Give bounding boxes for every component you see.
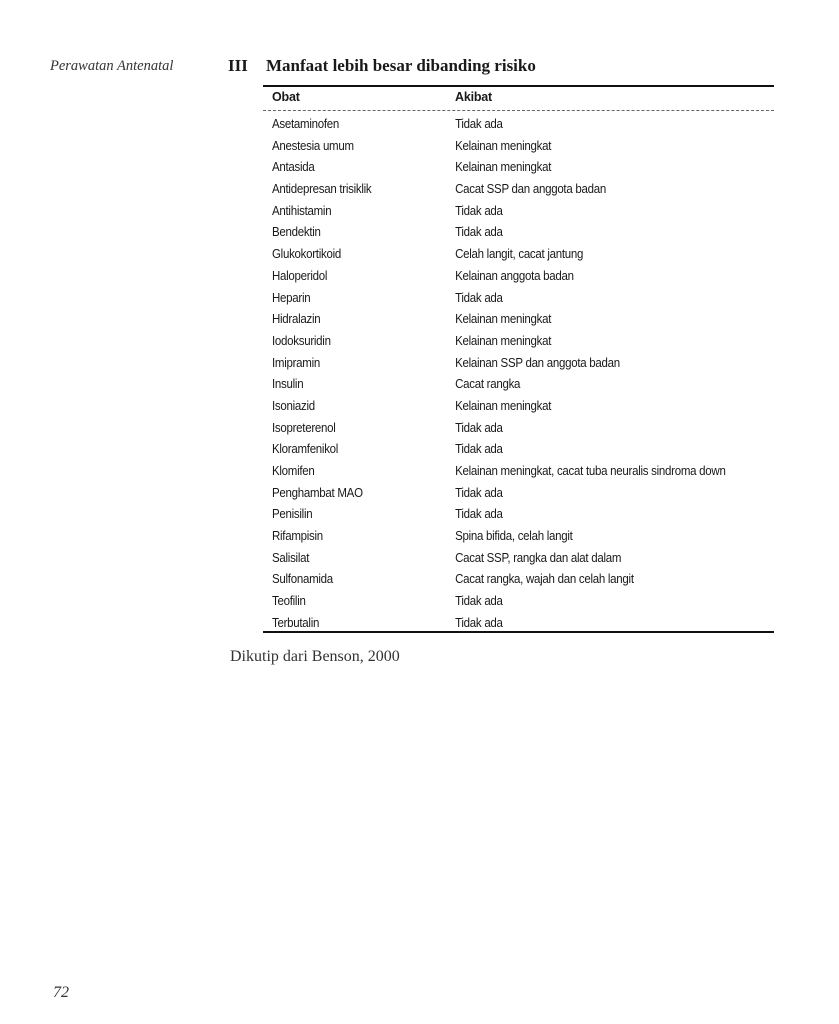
drug-cell: Penghambat MAO [272,485,363,500]
drug-cell: Glukokortikoid [272,247,341,262]
table-row [272,548,732,570]
table-row [272,396,732,418]
table-row [272,418,732,440]
table-row [272,288,732,310]
running-head: Perawatan Antenatal [50,58,174,74]
section-number: III [228,56,248,75]
table-top-rule [263,85,774,87]
table-row [272,201,732,223]
table-header [272,90,772,112]
drug-cell: Isopreterenol [272,420,336,435]
effect-cell: Cacat SSP dan anggota badan [455,182,607,197]
table-row [272,244,732,266]
drug-cell: Heparin [272,290,311,305]
table-row [272,309,732,331]
effect-cell: Celah langit, cacat jantung [455,247,584,262]
header-effect: Akibat [455,90,493,104]
drug-cell: Teofilin [272,594,306,609]
page-number: 72 [53,984,69,1001]
drug-cell: Hidralazin [272,312,321,327]
drug-cell: Kloramfenikol [272,442,339,457]
table-row [272,266,732,288]
table-row [272,114,732,136]
table-row [272,591,732,613]
drug-cell: Imipramin [272,355,320,370]
drug-cell: Antihistamin [272,203,332,218]
table-bottom-rule [263,631,774,633]
section-title: Manfaat lebih besar dibanding risiko [266,56,536,75]
effect-cell: Tidak ada [455,594,503,609]
table-row [272,157,732,179]
effect-cell: Kelainan meningkat [455,138,552,153]
table-row [272,569,732,591]
drug-cell: Anestesia umum [272,138,354,153]
effect-cell: Tidak ada [455,225,503,240]
effect-cell: Tidak ada [455,420,503,435]
table-row [272,179,732,201]
drug-cell: Antasida [272,160,315,175]
effect-cell: Tidak ada [455,615,503,630]
table-header-divider [263,110,774,111]
table-row [272,504,732,526]
effect-cell: Kelainan anggota badan [455,268,574,283]
effect-cell: Kelainan meningkat [455,160,552,175]
drug-cell: Terbutalin [272,615,320,630]
effect-cell: Tidak ada [455,203,503,218]
effect-cell: Kelainan meningkat [455,333,552,348]
drug-cell: Asetaminofen [272,117,340,131]
drug-cell: Insulin [272,377,304,392]
table-row [272,483,732,505]
table-row [272,222,732,244]
table-row [272,526,732,548]
header-drug: Obat [272,90,300,104]
effect-cell: Kelainan meningkat, cacat tuba neuralis sindroma down [455,464,726,478]
source-note: Dikutip dari Benson, 2000 [230,648,400,665]
drug-cell: Sulfonamida [272,572,333,587]
effect-cell: Tidak ada [455,442,503,457]
drug-cell: Isoniazid [272,398,315,413]
effect-cell: Tidak ada [455,485,503,500]
effect-cell: Cacat SSP, rangka dan alat dalam [455,550,622,565]
effect-cell: Cacat rangka, wajah dan celah langit [455,572,634,587]
drug-cell: Antidepresan trisiklik [272,182,372,197]
table-row [272,439,732,461]
table-row [272,331,732,353]
table-row [272,374,732,396]
drug-cell: Penisilin [272,507,313,522]
drug-cell: Klomifen [272,464,315,478]
drug-cell: Haloperidol [272,268,328,283]
table-row [272,136,732,158]
drug-cell: Salisilat [272,550,310,565]
effect-cell: Tidak ada [455,290,503,305]
table-body [272,114,732,635]
effect-cell: Tidak ada [455,117,503,131]
effect-cell: Kelainan SSP dan anggota badan [455,355,620,370]
effect-cell: Kelainan meningkat [455,312,552,327]
effect-cell: Kelainan meningkat [455,398,552,413]
drug-cell: Iodoksuridin [272,333,331,348]
drug-cell: Bendektin [272,225,321,240]
effect-cell: Cacat rangka [455,377,521,392]
table-row [272,461,732,483]
effect-cell: Tidak ada [455,507,503,522]
effect-cell: Spina bifida, celah langit [455,529,573,544]
drug-cell: Rifampisin [272,529,323,544]
table-row [272,353,732,375]
